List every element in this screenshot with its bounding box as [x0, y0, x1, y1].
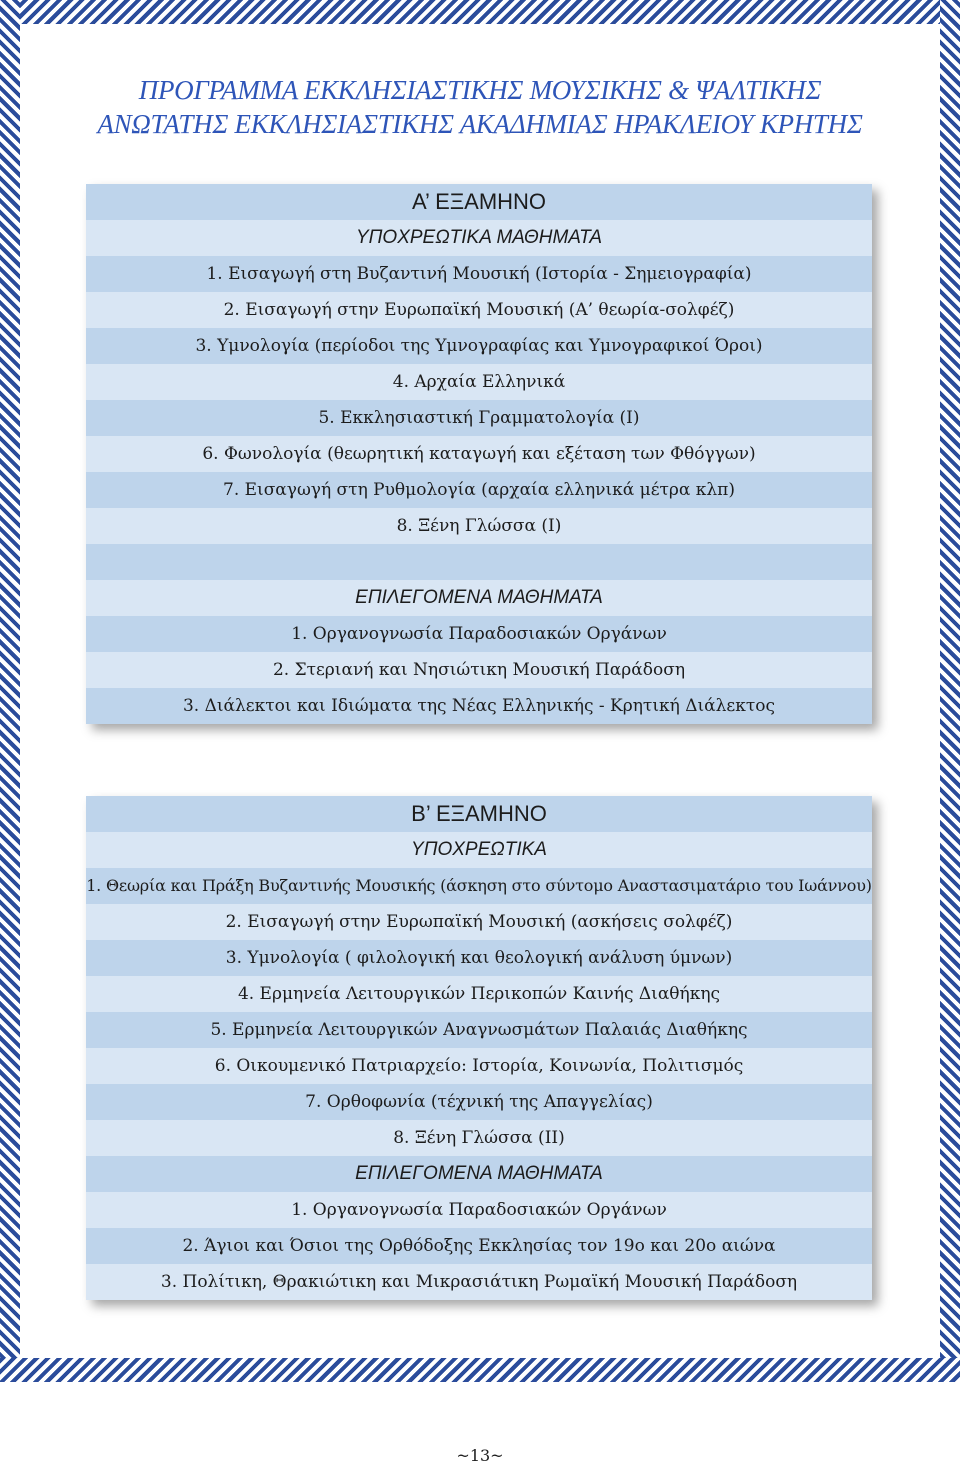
program-title-line2: ΑΝΩΤΑΤΗΣ ΕΚΚΛΗΣΙΑΣΤΙΚΗΣ ΑΚΑΔΗΜΙΑΣ ΗΡΑΚΛΕΙΟΥ ΚΡΗΤΗΣ [97, 109, 863, 139]
semester-b-required-label: ΥΠΟΧΡΕΩΤΙΚΑ [86, 832, 872, 868]
course-item: 5. Εκκλησιαστική Γραμματολογία (Ι) [86, 400, 872, 436]
semester-b-elective-label: ΕΠΙΛΕΓΟΜΕΝΑ ΜΑΘΗΜΑΤΑ [86, 1156, 872, 1192]
course-item: 8. Ξένη Γλώσσα (Ι) [86, 508, 872, 544]
course-item: 6. Οικουμενικό Πατριαρχείο: Ιστορία, Κοινωνία, Πολιτισμός [86, 1048, 872, 1084]
course-item: 8. Ξένη Γλώσσα (ΙΙ) [86, 1120, 872, 1156]
bottom-border [0, 1358, 960, 1382]
course-item: 3. Υμνολογία ( φιλολογική και θεολογική ανάλυση ύμνων) [86, 940, 872, 976]
course-item: 3. Διάλεκτοι και Ιδιώματα της Νέας Ελληνικής - Κρητική Διάλεκτος [86, 688, 872, 724]
course-item: 4. Ερμηνεία Λειτουργικών Περικοπών Καινής Διαθήκης [86, 976, 872, 1012]
semester-a-title: Α’ ΕΞΑΜΗΝΟ [86, 184, 872, 220]
right-border [940, 0, 960, 1380]
course-item: 1. Οργανογνωσία Παραδοσιακών Οργάνων [86, 1192, 872, 1228]
semester-a-panel [86, 184, 872, 724]
course-item: 4. Αρχαία Ελληνικά [86, 364, 872, 400]
course-item: 5. Ερμηνεία Λειτουργικών Αναγνωσμάτων Παλαιάς Διαθήκης [86, 1012, 872, 1048]
semester-b-panel [86, 796, 872, 1300]
course-item: 7. Ορθοφωνία (τέχνική της Απαγγελίας) [86, 1084, 872, 1120]
semester-a-elective-label: ΕΠΙΛΕΓΟΜΕΝΑ ΜΑΘΗΜΑΤΑ [86, 580, 872, 616]
course-item: 6. Φωνολογία (θεωρητική καταγωγή και εξέταση των Φθόγγων) [86, 436, 872, 472]
course-item: 2. Στεριανή και Νησιώτικη Μουσική Παράδοση [86, 652, 872, 688]
course-item: 1. Εισαγωγή στη Βυζαντινή Μουσική (Ιστορία - Σημειογραφία) [86, 256, 872, 292]
course-item: 2. Άγιοι και Όσιοι της Ορθόδοξης Εκκλησίας τον 19ο και 20ο αιώνα [86, 1228, 872, 1264]
course-item: 3. Υμνολογία (περίοδοι της Υμνογραφίας και Υμνογραφικοί Όροι) [86, 328, 872, 364]
semester-a-required-label: ΥΠΟΧΡΕΩΤΙΚΑ ΜΑΘΗΜΑΤΑ [86, 220, 872, 256]
spacer-row [86, 544, 872, 580]
course-item: 1. Οργανογνωσία Παραδοσιακών Οργάνων [86, 616, 872, 652]
course-item: 2. Εισαγωγή στην Ευρωπαϊκή Μουσική (Α’ θεωρία-σολφέζ) [86, 292, 872, 328]
page-number: ~13~ [456, 1446, 504, 1465]
left-border [0, 0, 20, 1380]
course-item: 7. Εισαγωγή στη Ρυθμολογία (αρχαία ελληνικά μέτρα κλπ) [86, 472, 872, 508]
top-border [0, 0, 960, 24]
program-title-line1: ΠΡΟΓΡΑΜΜΑ ΕΚΚΛΗΣΙΑΣΤΙΚΗΣ ΜΟΥΣΙΚΗΣ & ΨΑΛΤΙΚΗΣ [138, 75, 822, 105]
course-item: 3. Πολίτικη, Θρακιώτικη και Μικρασιάτικη Ρωμαϊκή Μουσική Παράδοση [86, 1264, 872, 1300]
semester-b-title: Β’ ΕΞΑΜΗΝΟ [86, 796, 872, 832]
course-item: 2. Εισαγωγή στην Ευρωπαϊκή Μουσική (ασκήσεις σολφέζ) [86, 904, 872, 940]
course-item: 1. Θεωρία και Πράξη Βυζαντινής Μουσικής (άσκηση στο σύντομο Αναστασιματάριο του Ιωάννου) [86, 868, 872, 904]
